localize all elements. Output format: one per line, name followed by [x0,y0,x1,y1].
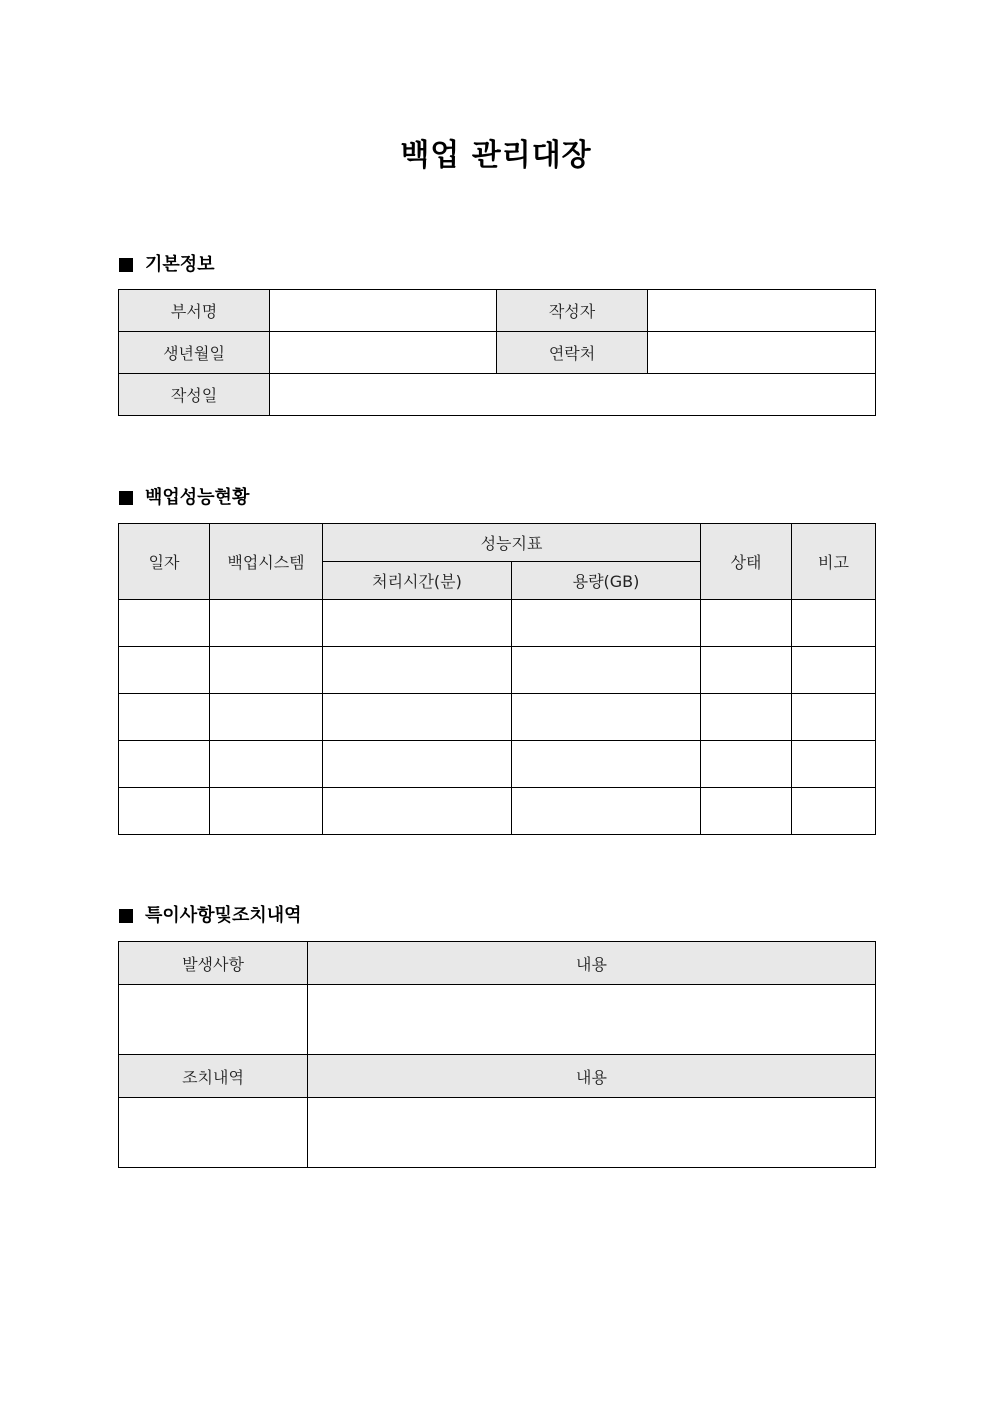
occurrence-content-field[interactable] [308,985,876,1055]
table-cell[interactable] [210,647,323,694]
department-field[interactable] [270,290,497,332]
department-label: 부서명 [119,290,270,332]
table-cell[interactable] [323,741,512,788]
table-row [119,600,876,647]
table-row [119,741,876,788]
col-capacity-header: 용량(GB) [512,562,701,600]
action-content-field[interactable] [308,1098,876,1168]
birthdate-field[interactable] [270,332,497,374]
section-heading-notes-text: 특이사항및조치내역 [145,905,302,926]
table-cell[interactable] [701,600,792,647]
notes-table [118,941,876,1168]
occurrence-field[interactable] [119,985,308,1055]
contact-field[interactable] [648,332,876,374]
birthdate-label: 생년월일 [119,332,270,374]
square-bullet-icon [119,258,133,272]
table-row [119,694,876,741]
occurrence-label: 발생사항 [119,942,308,985]
table-cell[interactable] [512,741,701,788]
section-heading-performance-text: 백업성능현황 [145,487,250,508]
action-label: 조치내역 [119,1055,308,1098]
table-cell[interactable] [119,694,210,741]
table-cell[interactable] [119,741,210,788]
author-field[interactable] [648,290,876,332]
table-cell[interactable] [119,647,210,694]
square-bullet-icon [119,491,133,505]
table-cell[interactable] [210,741,323,788]
content-label-2: 내용 [308,1055,876,1098]
col-remarks-header: 비고 [792,524,876,600]
table-cell[interactable] [323,600,512,647]
table-cell[interactable] [701,694,792,741]
table-cell[interactable] [701,647,792,694]
table-cell[interactable] [792,788,876,835]
table-cell[interactable] [323,788,512,835]
col-date-header: 일자 [119,524,210,600]
table-cell[interactable] [210,694,323,741]
date-written-field[interactable] [270,374,876,416]
date-written-label: 작성일 [119,374,270,416]
backup-performance-table [118,523,876,835]
col-system-header: 백업시스템 [210,524,323,600]
table-cell[interactable] [210,600,323,647]
section-heading-performance [119,486,249,510]
table-cell[interactable] [119,788,210,835]
table-cell[interactable] [512,788,701,835]
table-cell[interactable] [210,788,323,835]
col-processing-time-header: 처리시간(분) [323,562,512,600]
table-cell[interactable] [512,600,701,647]
basic-info-table [118,289,876,416]
col-status-header: 상태 [701,524,792,600]
page-title: 백업 관리대장 [400,138,592,173]
table-cell[interactable] [119,600,210,647]
table-cell[interactable] [512,694,701,741]
section-heading-notes [119,904,302,928]
col-metric-header: 성능지표 [323,524,701,562]
content-label-1: 내용 [308,942,876,985]
table-cell[interactable] [792,600,876,647]
table-cell[interactable] [323,647,512,694]
contact-label: 연락처 [497,332,648,374]
table-cell[interactable] [701,788,792,835]
table-cell[interactable] [792,647,876,694]
action-field[interactable] [119,1098,308,1168]
table-cell[interactable] [792,741,876,788]
table-cell[interactable] [512,647,701,694]
author-label: 작성자 [497,290,648,332]
section-heading-basic-text: 기본정보 [145,254,215,275]
table-row [119,647,876,694]
table-cell[interactable] [701,741,792,788]
table-row [119,788,876,835]
square-bullet-icon [119,909,133,923]
section-heading-basic [119,253,215,277]
table-cell[interactable] [323,694,512,741]
table-cell[interactable] [792,694,876,741]
